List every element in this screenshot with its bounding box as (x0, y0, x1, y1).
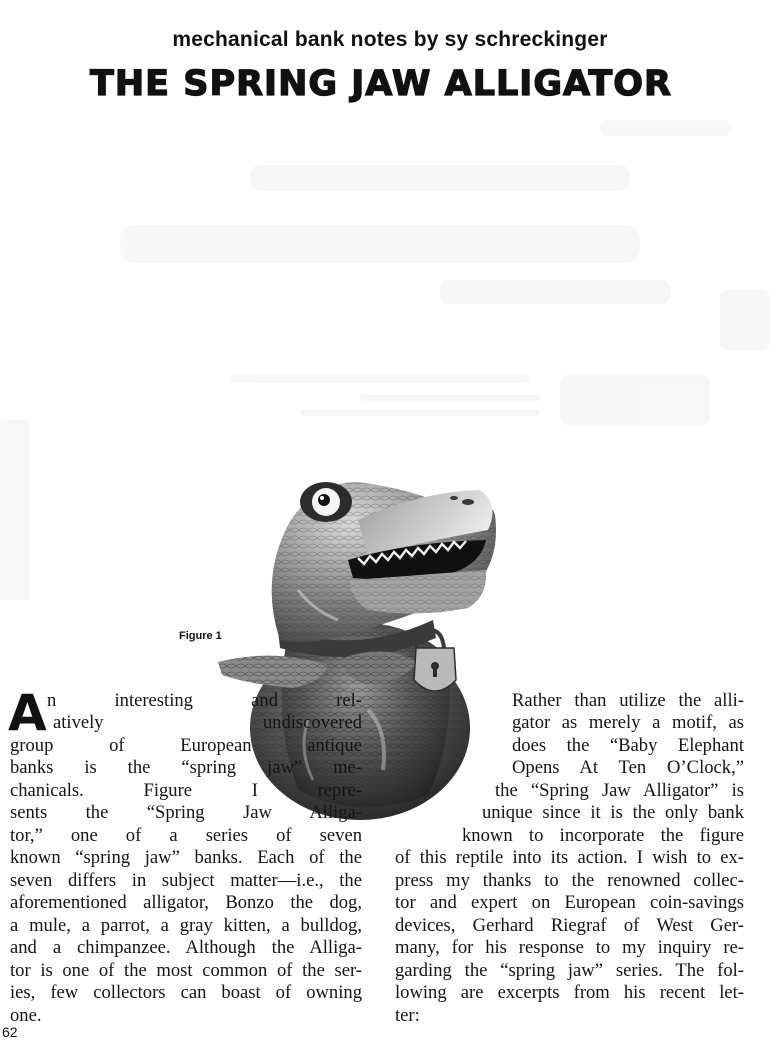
text-line: press my thanks to the renowned collec- (395, 870, 744, 891)
text-line: sents the “Spring Jaw Alliga- (10, 802, 362, 823)
text-line: aforementioned alligator, Bonzo the dog, (10, 892, 362, 913)
column-kicker: mechanical bank notes by sy schreckinger (172, 28, 608, 51)
text-line: n interesting and rel- (47, 690, 362, 711)
text-line: does the “Baby Elephant (512, 735, 744, 756)
article-title: THE SPRING JAW ALLIGATOR (89, 64, 673, 104)
text-line: of this reptile into its action. I wish to ex- (395, 847, 744, 868)
text-line: one. (10, 1005, 42, 1026)
text-line: atively undiscovered (53, 712, 362, 733)
text-line: tor,” one of a series of seven (10, 825, 362, 846)
text-line: unique since it is the only bank (482, 802, 744, 823)
drop-cap: A (8, 684, 47, 742)
text-line: seven differs in subject matter—i.e., the (10, 870, 362, 891)
figure-caption: Figure 1 (179, 630, 222, 642)
text-line: and a chimpanzee. Although the Alliga- (10, 937, 362, 958)
text-line: group of European antique (10, 735, 362, 756)
text-line: banks is the “spring jaw” me- (10, 757, 362, 778)
text-line: tor is one of the most common of the ser- (10, 960, 362, 981)
text-line: lowing are excerpts from his recent let- (395, 982, 744, 1003)
text-line: tor and expert on European coin-savings (395, 892, 744, 913)
text-line: chanicals. Figure I repre- (10, 780, 362, 801)
text-line: many, for his response to my inquiry re- (395, 937, 744, 958)
text-line: gator as merely a motif, as (512, 712, 744, 733)
text-line: known to incorporate the figure (462, 825, 744, 846)
text-line: garding the “spring jaw” series. The fol- (395, 960, 744, 981)
text-line: known “spring jaw” banks. Each of the (10, 847, 362, 868)
text-line: devices, Gerhard Riegraf of West Ger- (395, 915, 744, 936)
page-number: 62 (2, 1024, 18, 1040)
text-line: the “Spring Jaw Alligator” is (495, 780, 744, 801)
text-line: Opens At Ten O’Clock,” (512, 757, 744, 778)
text-line: ies, few collectors can boast of owning (10, 982, 362, 1003)
text-line: a mule, a parrot, a gray kitten, a bulldog, (10, 915, 362, 936)
text-line: Rather than utilize the alli- (512, 690, 744, 711)
text-line: ter: (395, 1005, 420, 1026)
